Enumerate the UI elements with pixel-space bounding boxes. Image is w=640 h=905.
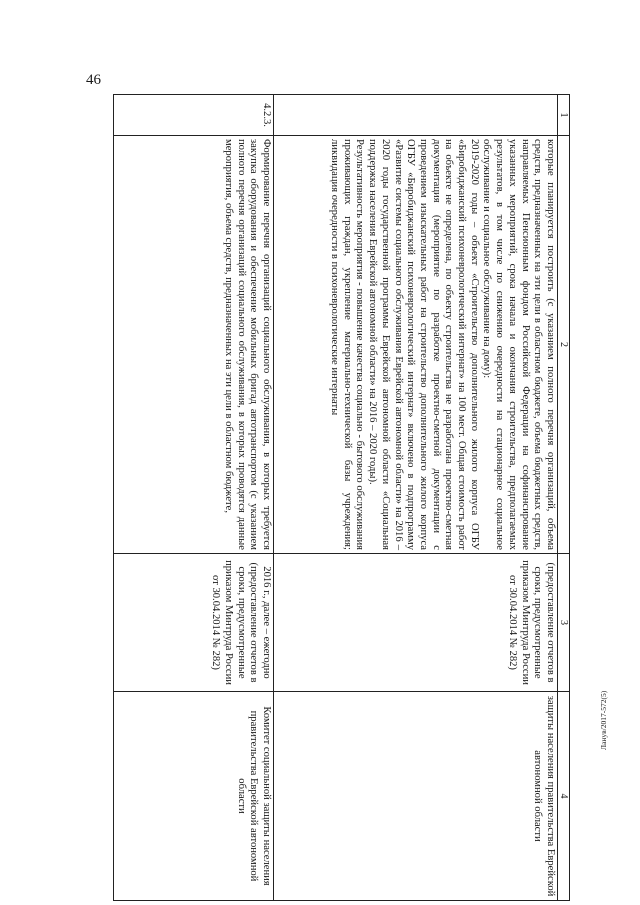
- row-deadline: 2016 г., далее – ежегодно (предоставление отчетов в сроки, предусмотренные приказом Минтруда России от 30.04.2014 № 282): [114, 554, 274, 692]
- document-code: Ланув/2017-572(5): [599, 690, 608, 750]
- row-number: 4.2.3.: [114, 95, 274, 136]
- row-executor: защиты населения правительства Еврейской автономной области: [274, 692, 558, 901]
- table-row: [114, 95, 274, 901]
- row-executor: Комитет социальной защиты населения правительства Еврейской автономной области: [114, 692, 274, 901]
- header-col-2: 2: [558, 136, 570, 554]
- measures-table: [113, 94, 570, 901]
- table-row: [274, 95, 558, 901]
- rotated-table-wrapper: [115, 94, 570, 900]
- description-paragraph: Результативность мероприятия - повышение качества социально - бытового обслуживания проживающих граждан, укрепление материально-технической базы учреждения; ликвидация очередности в психоневрологические интернаты: [329, 139, 366, 550]
- page-number: 46: [86, 72, 101, 88]
- row-description: [114, 136, 274, 554]
- row-number: [274, 95, 558, 136]
- header-col-4: 4: [558, 692, 570, 901]
- description-paragraph: Формирование перечня организаций социального обслуживания, в которых требуется закупка оборудования и обеспечение мобильных бригад автотранспортом (с указанием полного перечня организаций социального обслуживания, в которых проводятся данные мероприятия, объема средств, предназначенных на эти цели в областном бюджете,: [222, 139, 272, 550]
- row-deadline: (предоставление отчетов в сроки, предусмотренные приказом Минтруда России от 30.04.2014 № 282): [274, 554, 558, 692]
- header-col-3: 3: [558, 554, 570, 692]
- row-description: [274, 136, 558, 554]
- description-paragraph: которые планируется построить (с указанием полного перечня организаций, объема средств, предназначенных на эти цели в областном бюджете, объема бюджетных средств, направляемых Пенсионным фондом Российской Федерации на софинансирование указанных мероприятий, срока начала и окончания строительства, предполагаемых результатов, в том числе по снижению очередности на стационарное социальное обслуживание и социальное обслуживание на дому):: [481, 139, 556, 550]
- header-col-1: 1: [558, 95, 570, 136]
- description-paragraph: 2019-2020 годы – объект «Строительство дополнительного жилого корпуса ОГБУ «Биробиджанский психоневрологический интернат» на 100 мест. Общая стоимость работ на объекте не определена, по объекту строительства не разработана проектно-сметная документация (мероприятие по разработке проектно-сметной документации с проведением изыскательных работ на строительство дополнительного жилого корпуса ОГБУ «Биробиджанский психоневрологический интернат» включено в подпрограмму «Развитие системы социального обслуживания Еврейской автономной области» на 2016 – 2020 годы государственной программы Еврейской автономной области «Социальная поддержка населения Еврейской автономной области» на 2016 – 2020 годы).: [367, 139, 480, 550]
- table-header-row: [558, 95, 570, 901]
